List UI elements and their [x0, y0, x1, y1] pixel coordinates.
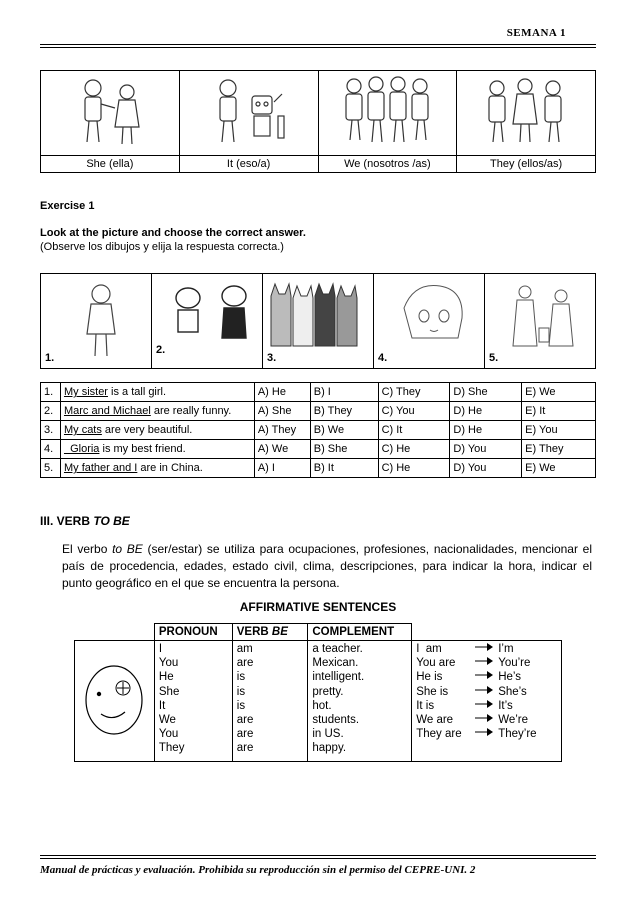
- empty-header-cell: [75, 624, 155, 641]
- pronoun-column: [154, 641, 232, 762]
- arrow-right-icon: [474, 656, 498, 670]
- contraction-row: [416, 713, 557, 727]
- answer-option[interactable]: A) We: [254, 440, 310, 459]
- table-line: hot.: [312, 699, 332, 712]
- contraction-row: [416, 685, 557, 699]
- question-row: [41, 383, 596, 402]
- answer-option[interactable]: B) She: [310, 440, 378, 459]
- table-line: They: [158, 742, 185, 755]
- table-line: You: [158, 728, 179, 741]
- question-subject: My cats: [63, 424, 102, 436]
- pronoun-label-she: She (ella): [41, 156, 180, 173]
- contraction-short: She’s: [498, 685, 527, 698]
- contraction-short: We’re: [498, 713, 529, 726]
- picture-number-1: 1.: [45, 352, 55, 364]
- answer-option[interactable]: D) She: [450, 383, 522, 402]
- girl-illustration: [51, 280, 151, 360]
- affirmative-sentences-title: AFFIRMATIVE SENTENCES: [239, 600, 397, 614]
- arrow-right-icon: [474, 670, 498, 684]
- answer-option[interactable]: D) You: [450, 440, 522, 459]
- arrow-right-icon: [474, 642, 498, 656]
- question-row: [41, 440, 596, 459]
- page-footer: Manual de prácticas y evaluación. Prohibida su reproducción sin el permiso del CEPRE-UNI. 2: [40, 864, 476, 876]
- question-sentence: My cats are very beautiful.: [60, 421, 254, 440]
- contraction-full: He is: [416, 671, 443, 684]
- empty-header-cell: [412, 624, 562, 641]
- table-line: students.: [312, 713, 360, 726]
- contraction-short: It’s: [498, 699, 513, 712]
- answer-option[interactable]: C) He: [378, 459, 450, 478]
- contraction-full: They are: [416, 728, 462, 741]
- table-line: I: [158, 643, 163, 655]
- funny-men-illustration: [160, 278, 260, 348]
- contraction-short: He’s: [498, 671, 522, 684]
- table-line: You: [158, 657, 179, 670]
- verb-to-be-description: El verbo to BE (ser/estar) se utiliza para ocupaciones, profesiones, nacionalidades, mencionar el país de procedencia, edades, estado civil, clima, descripciones, para indicar la hora, indicar el punto geográfico en el que se encuentra la persona.: [62, 542, 592, 590]
- question-row: [41, 402, 596, 421]
- question-sentence: Marc and Michael are really funny.: [60, 402, 254, 421]
- answer-option[interactable]: A) He: [254, 383, 310, 402]
- answer-option[interactable]: E) We: [522, 459, 596, 478]
- table-line: He: [158, 671, 174, 684]
- table-line: is: [236, 671, 246, 684]
- contraction-row: [416, 642, 557, 656]
- table-line: is: [236, 685, 246, 698]
- answer-option[interactable]: A) I: [254, 459, 310, 478]
- contraction-row: [416, 727, 557, 741]
- table-line: are: [236, 742, 254, 755]
- questions-table: [40, 382, 596, 478]
- header-complement: COMPLEMENT: [308, 624, 412, 641]
- answer-option[interactable]: A) She: [254, 402, 310, 421]
- exercise-picture-3: [263, 274, 374, 369]
- exercise-picture-1: [41, 274, 152, 369]
- answer-option[interactable]: C) They: [378, 383, 450, 402]
- question-sentence: Gloria is my best friend.: [60, 440, 254, 459]
- pronoun-label-we: We (nosotros /as): [318, 156, 457, 173]
- picture-number-3: 3.: [267, 352, 277, 364]
- pronoun-image-we: [318, 71, 457, 156]
- answer-option[interactable]: E) You: [522, 421, 596, 440]
- exercise-picture-2: [152, 274, 263, 369]
- table-line: happy.: [312, 742, 347, 755]
- table-line: a teacher.: [312, 643, 363, 655]
- contraction-full: We are: [416, 713, 454, 726]
- header-divider: [40, 44, 596, 48]
- arrow-right-icon: [474, 685, 498, 699]
- arrow-right-icon: [474, 727, 498, 741]
- question-sentence: My sister is a tall girl.: [60, 383, 254, 402]
- page-header-week: SEMANA 1: [506, 27, 566, 39]
- contractions-column: [412, 641, 562, 762]
- pronoun-label-it: It (eso/a): [179, 156, 318, 173]
- answer-option[interactable]: D) He: [450, 421, 522, 440]
- section-title-verb-to-be: III. VERB TO BE: [40, 514, 130, 528]
- group-of-children-illustration: [332, 72, 442, 152]
- header-verb-be: VERB BE: [232, 624, 308, 641]
- verb-be-table: [74, 623, 562, 762]
- exercise-instruction-spanish: (Observe los dibujos y elija la respuesta correcta.): [40, 241, 284, 253]
- anime-girl-illustration: [384, 278, 484, 354]
- cats-illustration: [265, 276, 371, 350]
- table-line: She: [158, 685, 180, 698]
- pronoun-picture-table: [40, 70, 596, 173]
- table-line: It: [158, 699, 166, 712]
- question-subject: My sister: [63, 386, 108, 398]
- question-subject: Marc and Michael: [63, 405, 151, 417]
- table-line: intelligent.: [312, 671, 365, 684]
- contraction-short: I’m: [498, 643, 514, 655]
- answer-option[interactable]: A) They: [254, 421, 310, 440]
- contraction-full: I am: [416, 643, 442, 655]
- table-line: are: [236, 657, 254, 670]
- question-number: 5.: [41, 459, 61, 478]
- pronoun-image-she: [41, 71, 180, 156]
- table-line: am: [236, 643, 253, 655]
- exercise-picture-4: [374, 274, 485, 369]
- table-line: pretty.: [312, 685, 344, 698]
- answer-option[interactable]: B) They: [310, 402, 378, 421]
- question-number: 2.: [41, 402, 61, 421]
- table-line: are: [236, 713, 254, 726]
- table-line: Mexican.: [312, 657, 359, 670]
- smiley-cell: [75, 641, 155, 762]
- answer-option[interactable]: D) You: [450, 459, 522, 478]
- verb-column: [232, 641, 308, 762]
- question-number: 4.: [41, 440, 61, 459]
- child-with-robot-illustration: [194, 72, 304, 152]
- children-group-illustration: [471, 72, 581, 152]
- header-pronoun: PRONOUN: [154, 624, 232, 641]
- table-line: is: [236, 699, 246, 712]
- picture-number-5: 5.: [489, 352, 499, 364]
- exercise-instruction: Look at the picture and choose the correct answer.: [40, 227, 306, 239]
- contraction-short: They’re: [498, 728, 537, 741]
- answer-option[interactable]: B) It: [310, 459, 378, 478]
- complement-column: [308, 641, 412, 762]
- answer-option[interactable]: C) It: [378, 421, 450, 440]
- question-sentence: My father and I are in China.: [60, 459, 254, 478]
- smiley-face-icon: [83, 662, 145, 738]
- chinese-people-illustration: [495, 278, 595, 354]
- question-number: 1.: [41, 383, 61, 402]
- question-subject: My father and I: [63, 462, 138, 474]
- question-number: 3.: [41, 421, 61, 440]
- contraction-row: [416, 670, 557, 684]
- contraction-short: You’re: [498, 657, 531, 670]
- answer-option[interactable]: C) He: [378, 440, 450, 459]
- question-row: [41, 459, 596, 478]
- contraction-row: [416, 699, 557, 713]
- pronoun-label-they: They (ellos/as): [457, 156, 596, 173]
- exercise-picture-table: [40, 273, 596, 369]
- answer-option[interactable]: B) We: [310, 421, 378, 440]
- exercise-picture-5: [485, 274, 596, 369]
- picture-number-4: 4.: [378, 352, 388, 364]
- answer-option[interactable]: E) They: [522, 440, 596, 459]
- answer-option[interactable]: D) He: [450, 402, 522, 421]
- question-subject: Gloria: [63, 443, 100, 455]
- contraction-full: It is: [416, 699, 435, 712]
- answer-option[interactable]: E) It: [522, 402, 596, 421]
- footer-divider: [40, 855, 596, 859]
- contraction-full: She is: [416, 685, 449, 698]
- table-line: We: [158, 713, 176, 726]
- table-line: in US.: [312, 728, 344, 741]
- answer-option[interactable]: B) I: [310, 383, 378, 402]
- arrow-right-icon: [474, 699, 498, 713]
- answer-option[interactable]: C) You: [378, 402, 450, 421]
- contraction-row: [416, 656, 557, 670]
- pronoun-image-they: [457, 71, 596, 156]
- exercise-title: Exercise 1: [40, 200, 95, 212]
- contraction-full: You are: [416, 657, 456, 670]
- answer-option[interactable]: E) We: [522, 383, 596, 402]
- children-talking-illustration: [55, 72, 165, 152]
- arrow-right-icon: [474, 713, 498, 727]
- question-row: [41, 421, 596, 440]
- picture-number-2: 2.: [156, 344, 166, 356]
- pronoun-image-it: [179, 71, 318, 156]
- table-line: are: [236, 728, 254, 741]
